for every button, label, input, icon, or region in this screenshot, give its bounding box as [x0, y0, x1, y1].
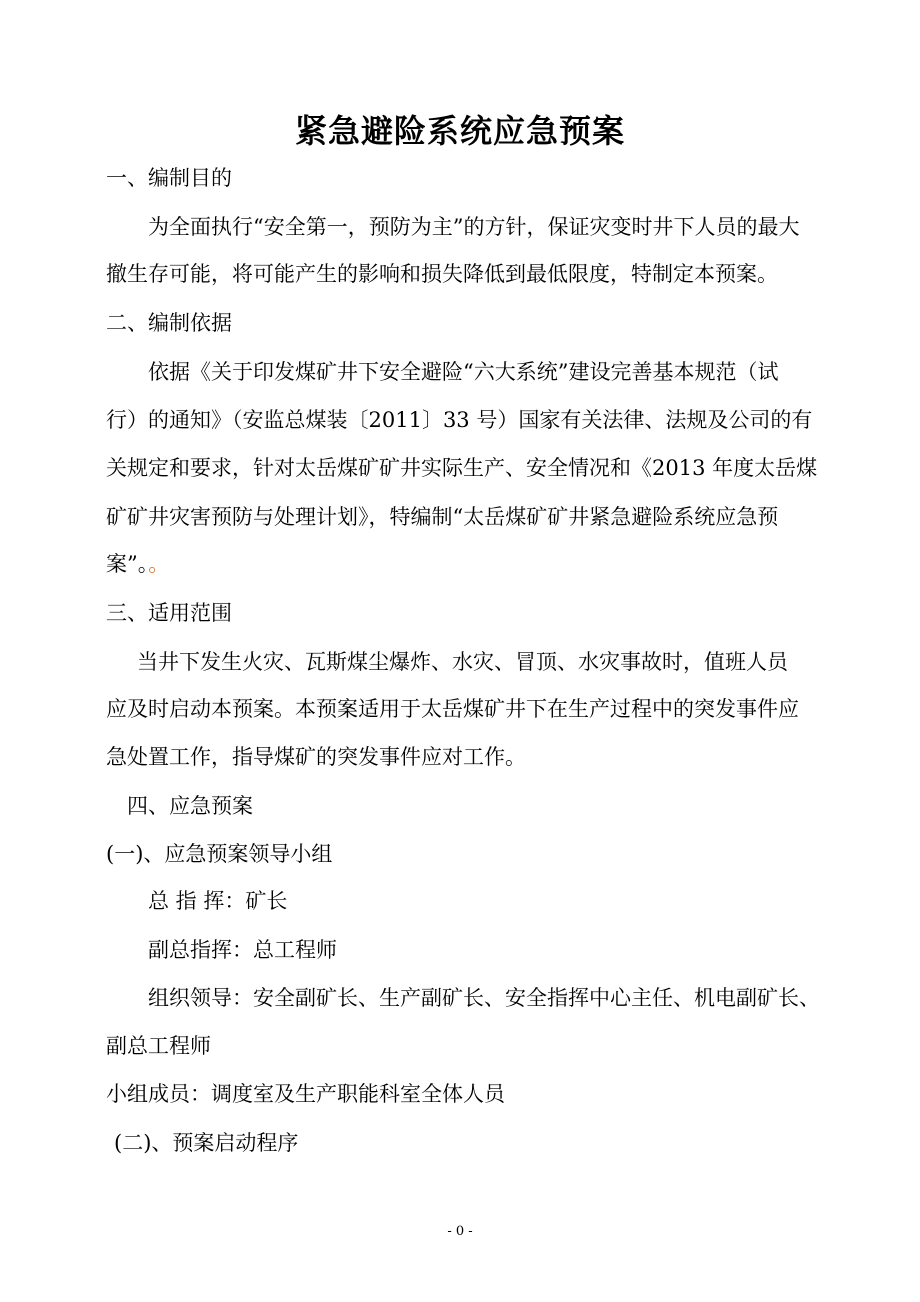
page-number: - 0 - — [447, 1224, 473, 1239]
paragraph-line: 当井下发生火灾、瓦斯煤尘爆炸、水灾、冒顶、水灾事故时，值班人员 — [137, 650, 788, 674]
leadership-line: 组织领导：安全副矿长、生产副矿长、安全指挥中心主任、机电副矿长、 — [148, 986, 820, 1010]
leadership-line: 副总工程师 — [106, 1034, 211, 1058]
paragraph-line: 行）的通知》（安监总煤装〔2011〕33 号）国家有关法律、法规及公司的有 — [106, 408, 813, 432]
section-heading-basis: 二、编制依据 — [106, 311, 232, 335]
paragraph-line: 为全面执行“安全第一，预防为主”的方针，保证灾变时井下人员的最大 — [148, 215, 800, 239]
paragraph-line: 矿矿井灾害预防与处理计划》，特编制“太岳煤矿矿井紧急避险系统应急预 — [106, 505, 779, 529]
subsection-heading-leadership: (一)、应急预案领导小组 — [106, 842, 333, 866]
leadership-line: 小组成员：调度室及生产职能科室全体人员 — [106, 1082, 505, 1106]
paragraph-line: 急处置工作，指导煤矿的突发事件应对工作。 — [106, 745, 526, 769]
paragraph-text: 案”。 — [106, 552, 149, 576]
paragraph-line: 关规定和要求，针对太岳煤矿矿井实际生产、安全情况和《2013 年度太岳煤 — [106, 456, 818, 480]
subsection-heading-startup: (二)、预案启动程序 — [114, 1131, 299, 1155]
paragraph-line: 应及时启动本预案。本预案适用于太岳煤矿井下在生产过程中的突发事件应 — [106, 697, 799, 721]
paragraph-line: 依据《关于印发煤矿井下安全避险“六大系统”建设完善基本规范（试 — [148, 360, 779, 384]
paragraph-line: 撤生存可能，将可能产生的影响和损失降低到最低限度，特制定本预案。 — [106, 262, 778, 286]
orange-mark: 。 — [148, 552, 170, 576]
section-heading-scope: 三、适用范围 — [106, 601, 232, 625]
section-heading-plan: 四、应急预案 — [127, 794, 253, 818]
leadership-line: 副总指挥：总工程师 — [148, 938, 337, 962]
leadership-line: 总 指 挥：矿长 — [148, 889, 288, 913]
section-heading-purpose: 一、编制目的 — [106, 166, 232, 190]
document-title: 紧急避险系统应急预案 — [294, 112, 625, 150]
paragraph-line-last — [106, 549, 169, 579]
